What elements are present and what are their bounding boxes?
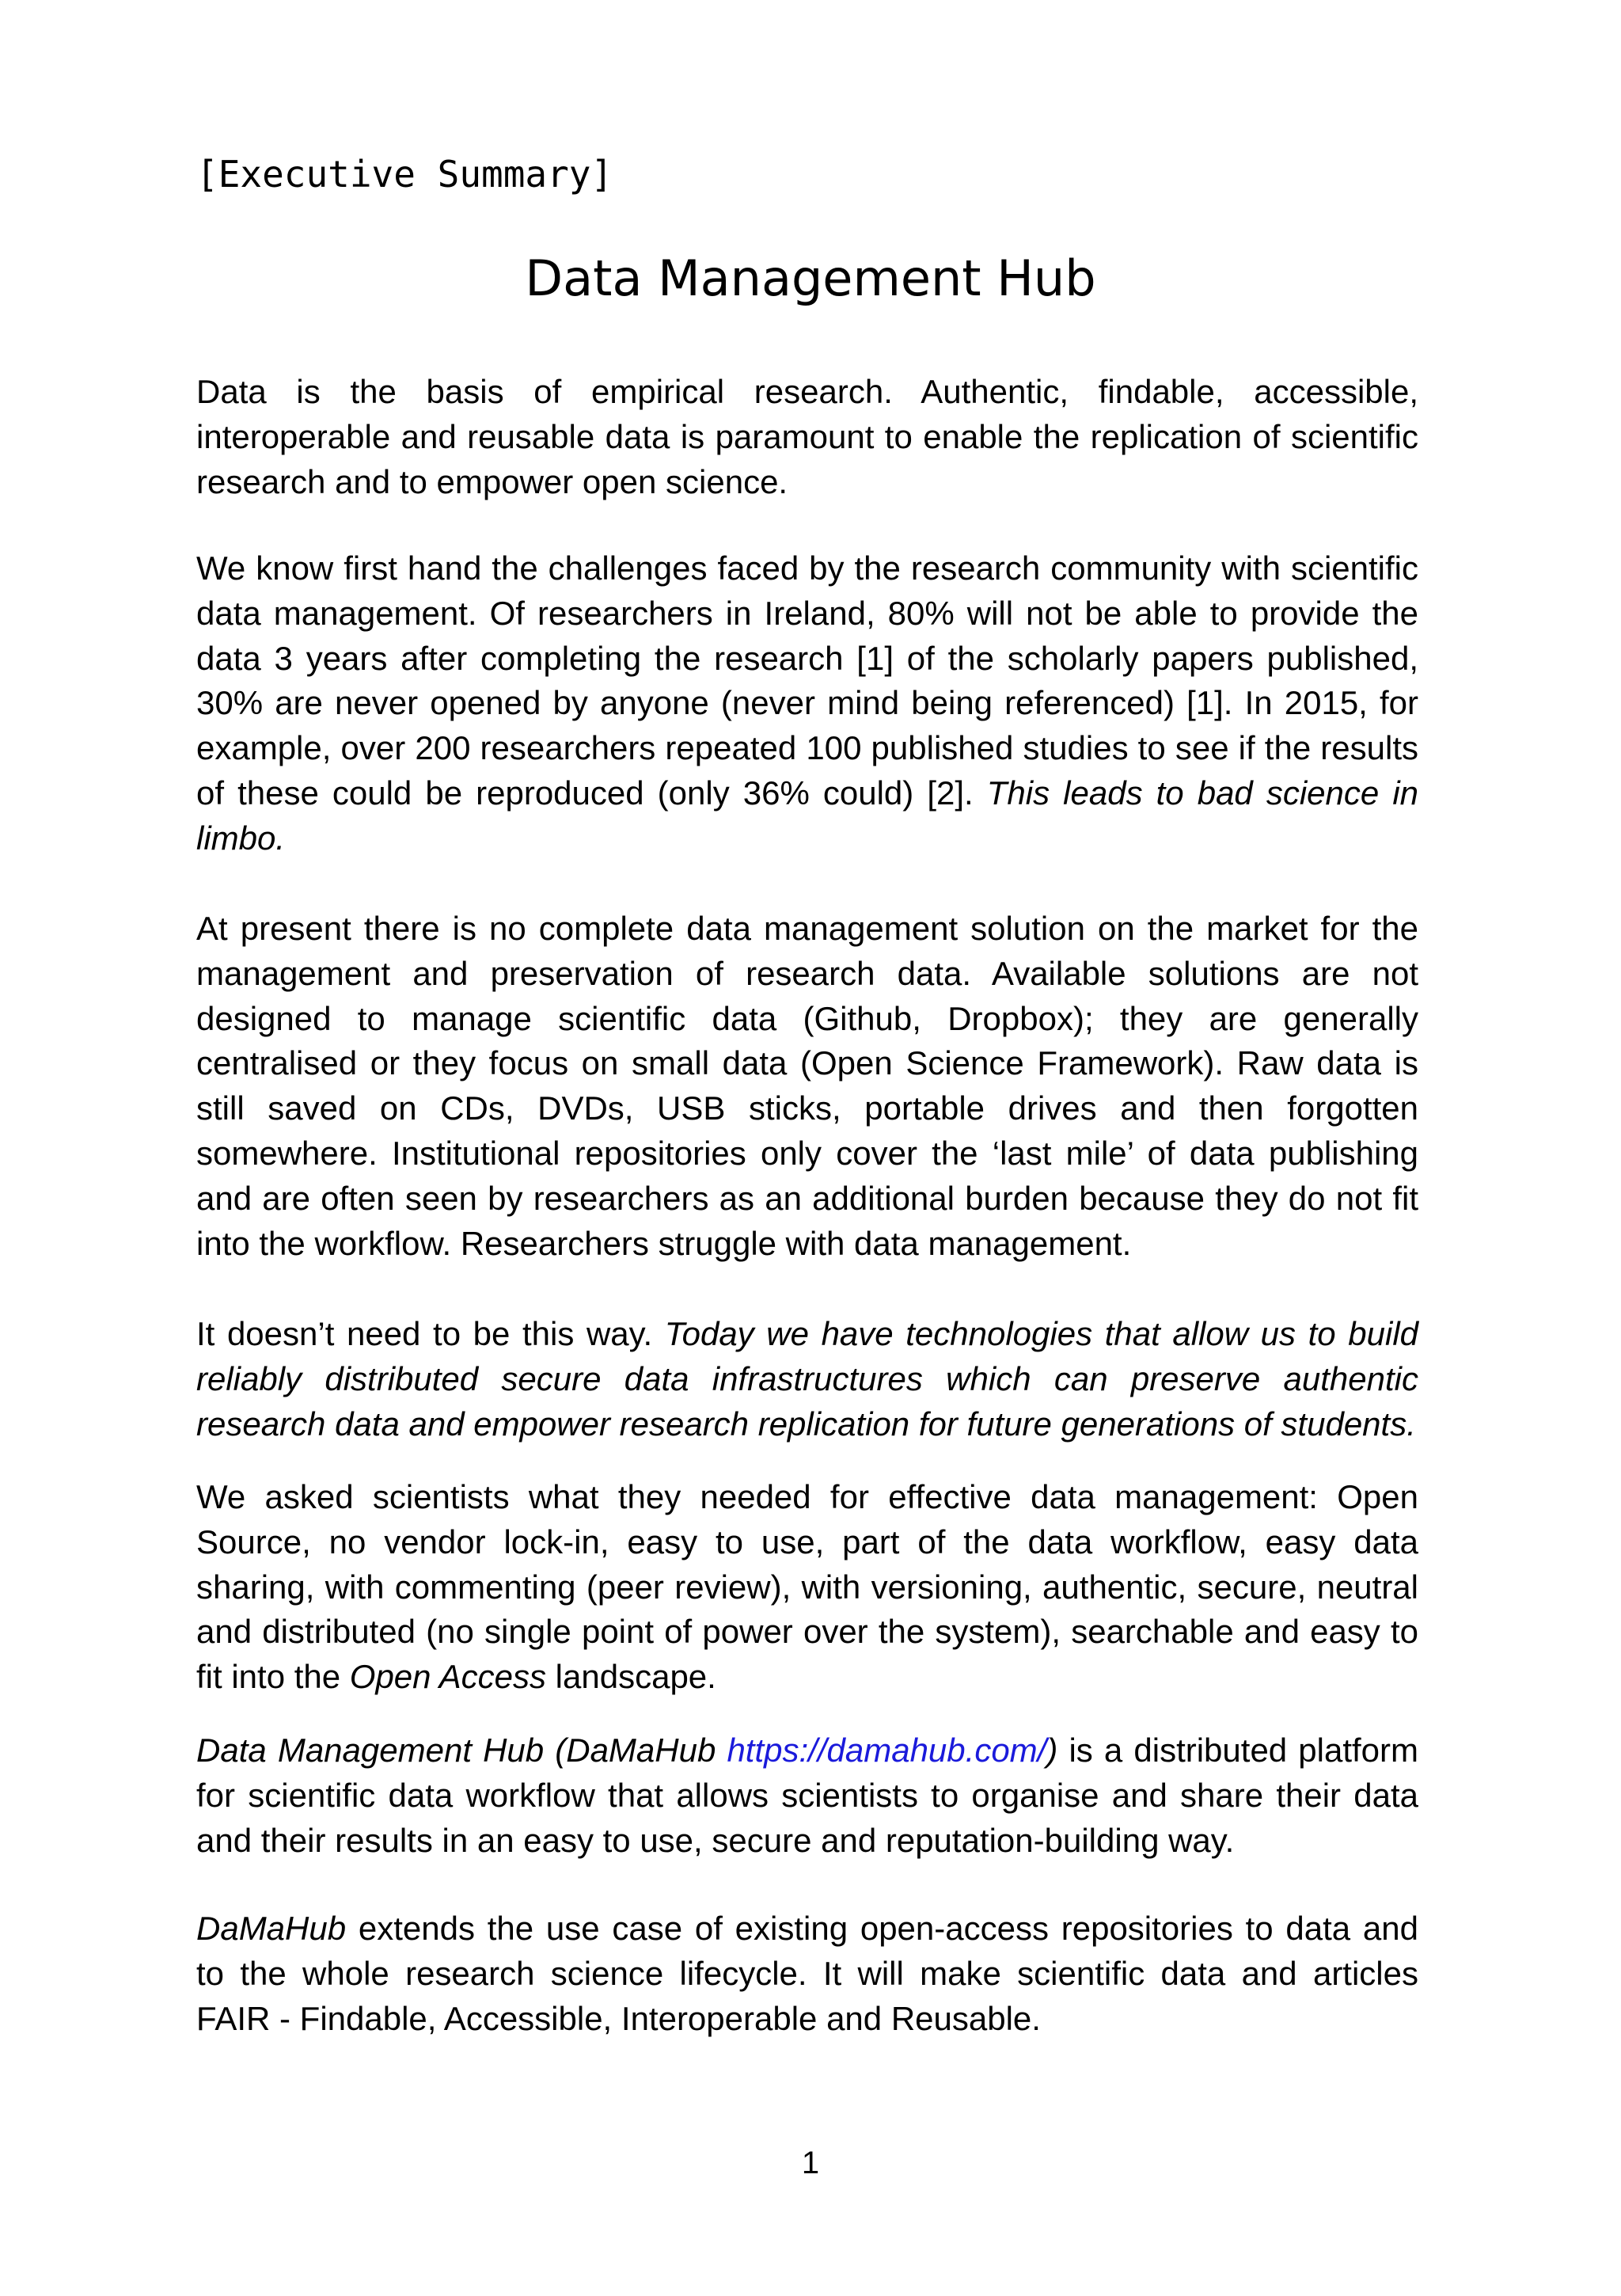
emphasis-text: DaMaHub xyxy=(196,1910,347,1947)
emphasis-text: Today we have technologies that allow us to build reliably distributed secure data infrastructures which can preserve authentic research data and empower research replication for future generations of students. xyxy=(196,1315,1419,1443)
paragraph-market xyxy=(196,907,1418,1266)
paragraph-intro xyxy=(196,370,1418,504)
paragraph-text: extends the use case of existing open-access repositories to data and to the whole research science lifecycle. It will make scientific data and articles FAIR - Findable, Accessible, Interoperable and Reusable. xyxy=(196,1910,1418,2037)
paragraph-text: At present there is no complete data management solution on the market for the management and preservation of research data. Available solutions are not designed to manage scientific data (Github, Dropbox); they are generally centralised or they focus on small data (Open Science Framework). Raw data is still saved on CDs, DVDs, USB sticks, portable drives and then forgotten somewhere. Institutional repositories only cover the ‘last mile’ of data publishing and are often seen by researchers as an additional burden because they do not fit into the workflow. Researchers struggle with data management. xyxy=(196,910,1418,1262)
emphasis-text: Open Access xyxy=(349,1658,547,1696)
paragraph-text: is a distributed platform for scientific data workflow that allows scientists to organise and share their data and their results in an easy to use, secure and reputation-building way. xyxy=(196,1732,1418,1859)
paragraph-challenges xyxy=(196,546,1418,861)
paragraph-fair xyxy=(196,1906,1418,2041)
emphasis-text: ) xyxy=(1046,1732,1058,1769)
paragraph-text: landscape. xyxy=(546,1658,716,1696)
paragraph-damahub xyxy=(196,1728,1418,1863)
damahub-link[interactable]: https://damahub.com/ xyxy=(727,1732,1047,1769)
paragraph-requirements xyxy=(196,1475,1418,1700)
section-tag: [Executive Summary] xyxy=(196,153,613,196)
emphasis-text: This leads to bad science in limbo. xyxy=(196,774,1419,857)
page-number: 1 xyxy=(801,2146,820,2180)
paragraph-technologies xyxy=(196,1312,1418,1446)
paragraph-text: It doesn’t need to be this way. xyxy=(196,1315,665,1352)
paragraph-text: We asked scientists what they needed for effective data management: Open Source, no vendor lock-in, easy to use, part of the data workflow, easy data sharing, with commenting (peer review), with versioning, authentic, secure, neutral and distributed (no single point of power over the system), searchable and easy to fit into the xyxy=(196,1478,1418,1696)
paragraph-text: Data is the basis of empirical research. Authentic, findable, accessible, interoperable and reusable data is paramount to enable the replication of scientific research and to empower open science. xyxy=(196,373,1418,500)
paragraph-text: We know first hand the challenges faced by the research community with scientific data management. Of researchers in Ireland, 80% will not be able to provide the data 3 years after completing the research [1] of the scholarly papers published, 30% are never opened by anyone (never mind being referenced) [1]. In 2015, for example, over 200 researchers repeated 100 published studies to see if the results of these could be reproduced (only 36% could) [2]. xyxy=(196,549,1418,812)
emphasis-text: Data Management Hub (DaMaHub xyxy=(196,1732,727,1769)
document-title: Data Management Hub xyxy=(525,249,1096,307)
